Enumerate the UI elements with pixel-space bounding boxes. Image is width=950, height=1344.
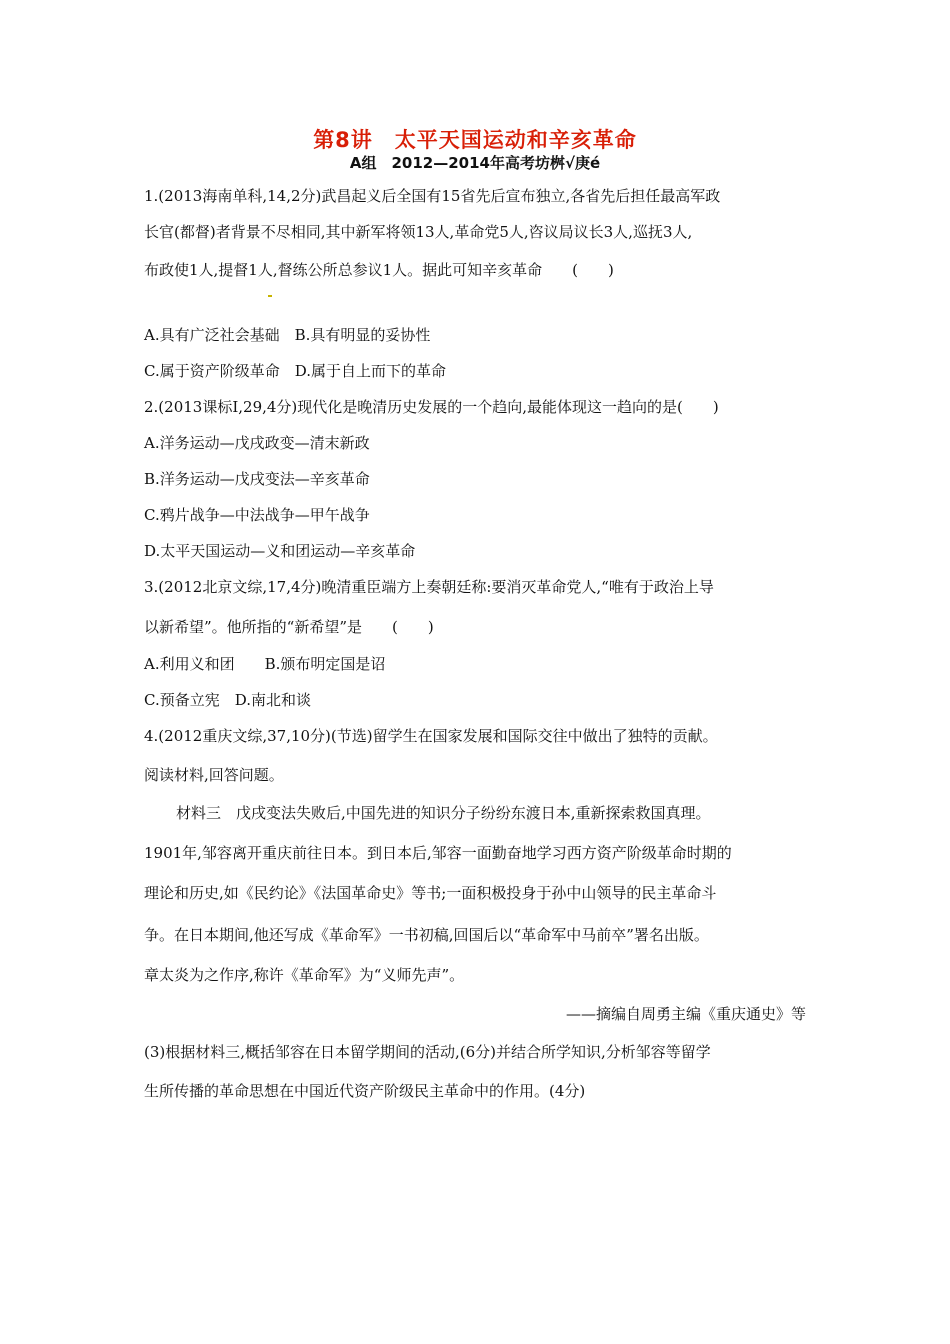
q2-option-c: C.鸦片战争—中法战争—甲午战争 (144, 506, 370, 524)
q2-option-d: D.太平天国运动—义和团运动—辛亥革命 (144, 542, 416, 560)
material-3-line-2: 1901年,邹容离开重庆前往日本。到日本后,邹容一面勤奋地学习西方资产阶级革命时期的 (144, 844, 732, 862)
material-3-line-4: 争。在日本期间,他还写成《革命军》一书初稿,回国后以“革命军中马前卒”署名出版。 (144, 926, 709, 944)
q4-stem-line-1: 4.(2012重庆文综,37,10分)(节选)留学生在国家发展和国际交往中做出了独特的贡献。 (144, 727, 718, 745)
q4-stem-line-2: 阅读材料,回答问题。 (144, 766, 284, 784)
material-3-line-5: 章太炎为之作序,称许《革命军》为“义师先声”。 (144, 966, 465, 984)
q3-options-cd: C.预备立宪 D.南北和谈 (144, 691, 311, 709)
q2-stem: 2.(2013课标Ⅰ,29,4分)现代化是晚清历史发展的一个趋向,最能体现这一趋向的是( ) (144, 398, 719, 416)
q1-stem-line-2: 长官(都督)者背景不尽相同,其中新军将领13人,革命党5人,咨议局议长3人,巡抚3人, (144, 223, 693, 241)
q4-sub3-line-2: 生所传播的革命思想在中国近代资产阶级民主革命中的作用。(4分) (144, 1082, 586, 1100)
q3-stem-line-1: 3.(2012北京文综,17,4分)晚清重臣端方上奏朝廷称:要消灭革命党人,“唯有于政治上导 (144, 578, 714, 596)
q1-stem-line-1: 1.(2013海南单科,14,2分)武昌起义后全国有15省先后宣布独立,各省先后担任最高军政 (144, 187, 721, 205)
decorative-mark (268, 295, 272, 297)
page-title: 第8讲 太平天国运动和辛亥革命 (313, 128, 637, 152)
q3-options-ab: A.利用义和团 B.颁布明定国是诏 (144, 655, 386, 673)
q1-options-cd: C.属于资产阶级革命 D.属于自上而下的革命 (144, 362, 446, 380)
q2-option-a: A.洋务运动—戊戌政变—清末新政 (144, 434, 370, 452)
q2-option-b: B.洋务运动—戊戌变法—辛亥革命 (144, 470, 370, 488)
q3-stem-line-2: 以新希望”。他所指的“新希望”是 ( ) (144, 618, 434, 636)
q1-options-ab: A.具有广泛社会基础 B.具有明显的妥协性 (144, 326, 431, 344)
q1-stem-line-3: 布政使1人,提督1人,督练公所总参议1人。据此可知辛亥革命 ( ) (144, 261, 614, 279)
material-3-line-3: 理论和历史,如《民约论》《法国革命史》等书;一面积极投身于孙中山领导的民主革命斗 (144, 884, 717, 902)
material-3-line-1: 材料三 戊戌变法失败后,中国先进的知识分子纷纷东渡日本,重新探索救国真理。 (176, 804, 711, 822)
page-subtitle: A组 2012—2014年高考坊桝√庚é (349, 154, 601, 172)
q4-sub3-line-1: (3)根据材料三,概括邹容在日本留学期间的活动,(6分)并结合所学知识,分析邹容等留学 (144, 1043, 711, 1061)
material-source: ——摘编自周勇主编《重庆通史》等 (565, 1005, 806, 1023)
